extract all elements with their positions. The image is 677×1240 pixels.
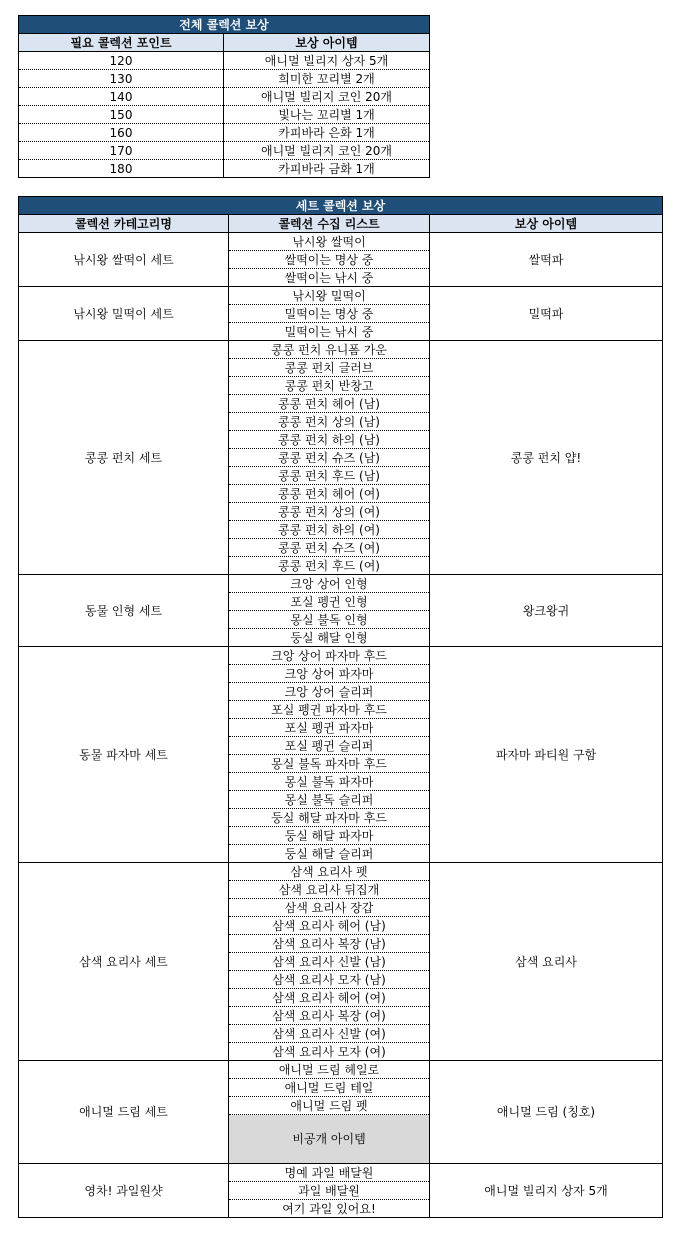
header-set-reward-item: 보상 아이템 [430,215,663,233]
collection-item-cell: 삼색 요리사 모자 (남) [229,971,430,989]
set-reward-cell: 콩콩 펀치 얍! [430,341,663,575]
collection-item-cell: 콩콩 펀치 헤어 (남) [229,395,430,413]
set-reward-cell: 쌀떡파 [430,233,663,287]
collection-item-cell: 삼색 요리사 신발 (여) [229,1025,430,1043]
collection-item-cell: 콩콩 펀치 하의 (남) [229,431,430,449]
collection-item-cell: 명예 과일 배달원 [229,1164,430,1182]
total-collection-reward-table [18,15,430,178]
reward-item-cell: 애니멀 빌리지 상자 5개 [224,52,430,70]
collection-item-cell: 낚시왕 밀떡이 [229,287,430,305]
collection-item-cell: 포실 펭귄 인형 [229,593,430,611]
collection-item-cell: 콩콩 펀치 슈즈 (남) [229,449,430,467]
collection-item-cell: 둥실 해달 파자마 [229,827,430,845]
collection-item-cell: 삼색 요리사 복장 (여) [229,1007,430,1025]
required-points-cell: 160 [19,124,224,142]
header-collection-list: 콜렉션 수집 리스트 [229,215,430,233]
table-row [19,233,663,251]
set-reward-cell: 파자마 파티원 구함 [430,647,663,863]
hidden-item-cell: 비공개 아이템 [229,1115,430,1164]
collection-item-cell: 콩콩 펀치 후드 (여) [229,557,430,575]
collection-item-cell: 둥실 해달 인형 [229,629,430,647]
collection-item-cell: 크앙 상어 인형 [229,575,430,593]
set-category-cell: 영차! 과일원샷 [19,1164,229,1218]
collection-item-cell: 몽실 불독 인형 [229,611,430,629]
table-row [19,70,430,88]
collection-item-cell: 크앙 상어 파자마 [229,665,430,683]
collection-item-cell: 삼색 요리사 신발 (남) [229,953,430,971]
collection-item-cell: 쌀떡이는 명상 중 [229,251,430,269]
collection-item-cell: 낚시왕 쌀떡이 [229,233,430,251]
table-row [19,341,663,359]
table-row [19,863,663,881]
table-row [19,106,430,124]
collection-item-cell: 삼색 요리사 헤어 (남) [229,917,430,935]
header-category-name: 콜렉션 카테고리명 [19,215,229,233]
reward-item-cell: 애니멀 빌리지 코인 20개 [224,142,430,160]
required-points-cell: 150 [19,106,224,124]
collection-item-cell: 포실 펭귄 슬리퍼 [229,737,430,755]
collection-item-cell: 삼색 요리사 모자 (여) [229,1043,430,1061]
set-reward-cell: 밀떡파 [430,287,663,341]
table-row [19,1061,663,1079]
collection-item-cell: 삼색 요리사 복장 (남) [229,935,430,953]
table-row [19,575,663,593]
collection-item-cell: 애니멀 드림 펫 [229,1097,430,1115]
table-row [19,287,663,305]
reward-item-cell: 애니멀 빌리지 코인 20개 [224,88,430,106]
collection-item-cell: 콩콩 펀치 글러브 [229,359,430,377]
table-row [19,160,430,178]
set-collection-title: 세트 콜렉션 보상 [19,197,663,215]
table-row [19,88,430,106]
required-points-cell: 170 [19,142,224,160]
header-reward-item: 보상 아이템 [224,34,430,52]
table-row [19,52,430,70]
collection-item-cell: 콩콩 펀치 하의 (여) [229,521,430,539]
set-reward-cell: 삼색 요리사 [430,863,663,1061]
collection-item-cell: 콩콩 펀치 헤어 (여) [229,485,430,503]
table-row [19,647,663,665]
header-required-points: 필요 콜렉션 포인트 [19,34,224,52]
set-collection-reward-table [18,196,663,1218]
collection-item-cell: 콩콩 펀치 슈즈 (여) [229,539,430,557]
set-reward-cell: 애니멀 빌리지 상자 5개 [430,1164,663,1218]
collection-item-cell: 여기 과일 있어요! [229,1200,430,1218]
collection-item-cell: 애니멀 드림 테일 [229,1079,430,1097]
collection-item-cell: 몽실 불독 슬리퍼 [229,791,430,809]
set-category-cell: 동물 파자마 세트 [19,647,229,863]
collection-item-cell: 삼색 요리사 헤어 (여) [229,989,430,1007]
collection-item-cell: 콩콩 펀치 유니폼 가운 [229,341,430,359]
collection-item-cell: 과일 배달원 [229,1182,430,1200]
collection-item-cell: 콩콩 펀치 반창고 [229,377,430,395]
collection-item-cell: 포실 펭귄 파자마 후드 [229,701,430,719]
required-points-cell: 120 [19,52,224,70]
collection-item-cell: 몽실 불독 파자마 [229,773,430,791]
collection-item-cell: 밀떡이는 명상 중 [229,305,430,323]
collection-item-cell: 삼색 요리사 펫 [229,863,430,881]
set-category-cell: 낚시왕 쌀떡이 세트 [19,233,229,287]
required-points-cell: 130 [19,70,224,88]
table-row [19,142,430,160]
set-reward-cell: 왕크왕귀 [430,575,663,647]
collection-item-cell: 둥실 해달 파자마 후드 [229,809,430,827]
collection-item-cell: 콩콩 펀치 상의 (여) [229,503,430,521]
collection-item-cell: 삼색 요리사 장갑 [229,899,430,917]
collection-item-cell: 포실 펭귄 파자마 [229,719,430,737]
collection-item-cell: 크앙 상어 슬리퍼 [229,683,430,701]
collection-item-cell: 둥실 해달 슬리퍼 [229,845,430,863]
set-category-cell: 낚시왕 밀떡이 세트 [19,287,229,341]
set-category-cell: 삼색 요리사 세트 [19,863,229,1061]
collection-item-cell: 삼색 요리사 뒤집개 [229,881,430,899]
reward-item-cell: 빛나는 꼬리별 1개 [224,106,430,124]
collection-item-cell: 몽실 불독 파자마 후드 [229,755,430,773]
set-category-cell: 애니멀 드림 세트 [19,1061,229,1164]
required-points-cell: 180 [19,160,224,178]
set-reward-cell: 애니멀 드림 (칭호) [430,1061,663,1164]
collection-item-cell: 애니멀 드림 헤일로 [229,1061,430,1079]
reward-item-cell: 카피바라 금화 1개 [224,160,430,178]
table-row [19,1164,663,1182]
required-points-cell: 140 [19,88,224,106]
collection-item-cell: 콩콩 펀치 후드 (남) [229,467,430,485]
reward-item-cell: 희미한 꼬리별 2개 [224,70,430,88]
total-collection-title: 전체 콜렉션 보상 [19,16,430,34]
collection-item-cell: 콩콩 펀치 상의 (남) [229,413,430,431]
collection-item-cell: 쌀떡이는 낚시 중 [229,269,430,287]
collection-item-cell: 크앙 상어 파자마 후드 [229,647,430,665]
table-row [19,124,430,142]
reward-item-cell: 카피바라 은화 1개 [224,124,430,142]
set-category-cell: 동물 인형 세트 [19,575,229,647]
set-category-cell: 콩콩 펀치 세트 [19,341,229,575]
collection-item-cell: 밀떡이는 낚시 중 [229,323,430,341]
